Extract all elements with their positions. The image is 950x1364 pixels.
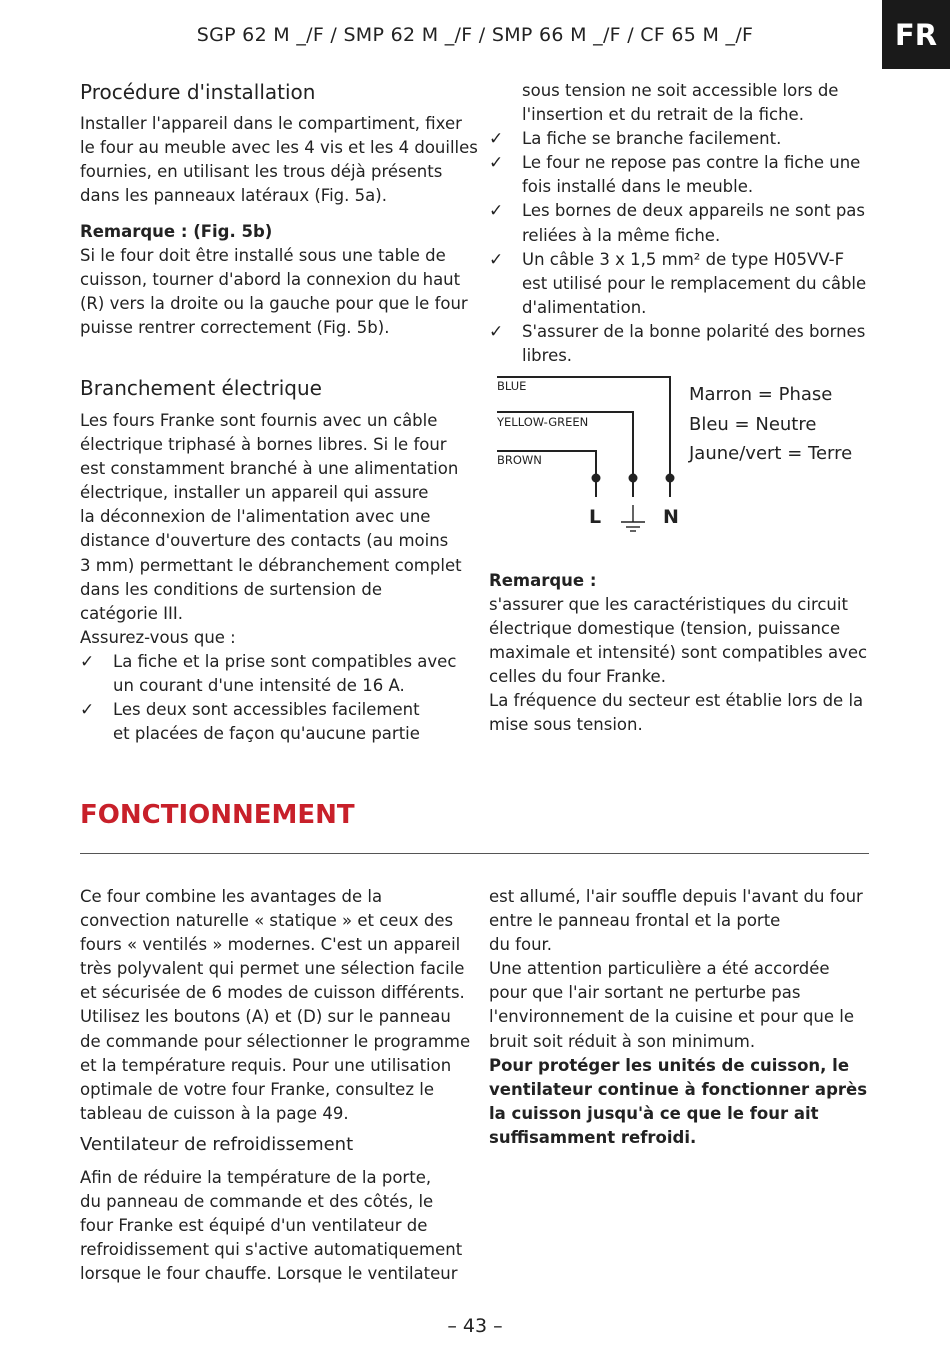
checklist-item bbox=[489, 248, 889, 320]
check-icon: ✓ bbox=[489, 249, 504, 270]
text-line: la déconnexion de l'alimentation avec une bbox=[80, 507, 431, 527]
text-line: Une attention particulière a été accordée bbox=[489, 959, 830, 979]
text-line: Installer l'appareil dans le compartiment, fixer bbox=[80, 114, 462, 133]
text-line: fois installé dans le meuble. bbox=[522, 177, 754, 197]
text-line: bruit soit réduit à son minimum. bbox=[489, 1031, 756, 1051]
check-icon: ✓ bbox=[80, 700, 95, 721]
legend-earth: Jaune/vert = Terre bbox=[689, 443, 853, 464]
text-line: S'assurer de la bonne polarité des bornes bbox=[522, 321, 866, 341]
text-line: s'assurer que les caractéristiques du circuit bbox=[489, 595, 848, 614]
text-line: fours « ventilés » modernes. C'est un appareil bbox=[80, 935, 461, 955]
wire-label-yellow-green: YELLOW-GREEN bbox=[497, 415, 589, 429]
text-line: optimale de votre four Franke, consultez le bbox=[80, 1079, 434, 1099]
text-line: cuisson, tourner d'abord la connexion du haut bbox=[80, 270, 461, 290]
checklist-left bbox=[80, 650, 470, 746]
text-line: convection naturelle « statique » et ceux des bbox=[80, 911, 454, 931]
operation-right bbox=[489, 885, 867, 1150]
terminal-label-l: L bbox=[589, 506, 602, 528]
checklist-item bbox=[489, 127, 889, 151]
fan-heading: Ventilateur de refroidissement bbox=[80, 1134, 354, 1155]
text-line: Les deux sont accessibles facilement bbox=[113, 700, 420, 720]
installation-body bbox=[80, 112, 478, 208]
section-divider bbox=[80, 853, 869, 854]
text-line: distance d'ouverture des contacts (au moins bbox=[80, 531, 449, 551]
text-line: four Franke est équipé d'un ventilateur de bbox=[80, 1216, 428, 1236]
wiring-legend bbox=[689, 380, 852, 469]
text-line: et la température requis. Pour une utilisation bbox=[80, 1055, 452, 1075]
wire-label-blue: BLUE bbox=[497, 379, 527, 393]
text-line: suffisamment refroidi. bbox=[489, 1127, 697, 1147]
text-line: est allumé, l'air souffle depuis l'avant du four bbox=[489, 887, 863, 906]
terminal-dot-earth bbox=[629, 474, 638, 483]
text-line: d'alimentation. bbox=[522, 297, 647, 317]
page-header-models: SGP 62 M _/F / SMP 62 M _/F / SMP 66 M _/F / CF 65 M _/F bbox=[196, 24, 754, 46]
text-line: maximale et intensité) sont compatibles avec bbox=[489, 643, 868, 663]
text-line: reliées à la même fiche. bbox=[522, 225, 721, 245]
text-line: puisse rentrer correctement (Fig. 5b). bbox=[80, 318, 390, 338]
text-line: Si le four doit être installé sous une table de bbox=[80, 246, 446, 265]
text-line: La fiche se branche facilement. bbox=[522, 129, 782, 149]
text-line: pour que l'air sortant ne perturbe pas bbox=[489, 983, 801, 1003]
terminal-dot-blue bbox=[666, 474, 675, 483]
check-icon: ✓ bbox=[489, 321, 504, 342]
text-line: un courant d'une intensité de 16 A. bbox=[113, 676, 405, 696]
text-line: (R) vers la droite ou la gauche pour que le four bbox=[80, 294, 468, 314]
text-line: est constamment branché à une alimentation bbox=[80, 459, 459, 479]
text-line: tableau de cuisson à la page 49. bbox=[80, 1103, 349, 1123]
text-line: du four. bbox=[489, 935, 553, 955]
electrical-heading: Branchement électrique bbox=[80, 376, 322, 400]
checklist-item bbox=[80, 650, 470, 698]
wire-label-brown: BROWN bbox=[497, 453, 542, 467]
remark-body bbox=[489, 593, 867, 738]
checklist-item bbox=[80, 698, 470, 746]
electrical-body bbox=[80, 409, 462, 650]
text-line: La fiche et la prise sont compatibles avec bbox=[113, 652, 457, 671]
checklist-item bbox=[489, 151, 889, 199]
text-line: lorsque le four chauffe. Lorsque le ventilateur bbox=[80, 1264, 458, 1284]
text-line: libres. bbox=[522, 346, 573, 366]
text-line: dans les panneaux latéraux (Fig. 5a). bbox=[80, 186, 387, 206]
text-line: le four au meuble avec les 4 vis et les 4 douilles bbox=[80, 138, 478, 158]
language-badge: FR bbox=[882, 0, 950, 69]
legend-neutral: Bleu = Neutre bbox=[689, 413, 817, 435]
text-line: de commande pour sélectionner le programme bbox=[80, 1031, 471, 1051]
text-line: et sécurisée de 6 modes de cuisson différents. bbox=[80, 983, 465, 1003]
installation-note bbox=[80, 244, 468, 340]
checklist-item bbox=[489, 199, 889, 247]
text-line: Utilisez les boutons (A) et (D) sur le panneau bbox=[80, 1007, 451, 1027]
fan-body bbox=[80, 1166, 462, 1286]
check-icon: ✓ bbox=[489, 129, 504, 150]
text-line: Ce four combine les avantages de la bbox=[80, 887, 383, 906]
page-number: – 43 – bbox=[447, 1315, 503, 1337]
text-line: très polyvalent qui permet une sélection facile bbox=[80, 959, 465, 979]
text-line: Assurez-vous que : bbox=[80, 627, 236, 647]
check-icon: ✓ bbox=[489, 153, 504, 174]
text-line: Afin de réduire la température de la porte, bbox=[80, 1168, 432, 1187]
text-line: Pour protéger les unités de cuisson, le bbox=[489, 1055, 850, 1075]
text-line: est utilisé pour le remplacement du câble bbox=[522, 273, 867, 293]
text-line: Un câble 3 x 1,5 mm² de type H05VV-F bbox=[522, 249, 845, 269]
text-line: celles du four Franke. bbox=[489, 667, 666, 687]
operation-intro bbox=[80, 885, 470, 1126]
section-title-operation: FONCTIONNEMENT bbox=[80, 800, 355, 830]
checklist-item bbox=[489, 320, 889, 368]
text-line: électrique, installer un appareil qui assure bbox=[80, 483, 429, 503]
blue-wire bbox=[497, 377, 670, 497]
text-line: entre le panneau frontal et la porte bbox=[489, 911, 781, 931]
text-line: La fréquence du secteur est établie lors de la bbox=[489, 691, 864, 711]
earth-icon bbox=[621, 505, 645, 531]
text-line: 3 mm) permettant le débranchement complet bbox=[80, 555, 462, 575]
text-line: sous tension ne soit accessible lors de bbox=[522, 81, 839, 100]
text-line: Les fours Franke sont fournis avec un câble bbox=[80, 411, 438, 430]
check-icon: ✓ bbox=[489, 201, 504, 222]
text-line: fournies, en utilisant les trous déjà présents bbox=[80, 162, 443, 182]
text-line: électrique domestique (tension, puissance bbox=[489, 619, 841, 639]
installation-note-title: Remarque : (Fig. 5b) bbox=[80, 222, 273, 241]
text-line: la cuisson jusqu'à ce que le four ait bbox=[489, 1103, 819, 1123]
text-line: électrique triphasé à bornes libres. Si le four bbox=[80, 435, 447, 455]
text-line: l'environnement de la cuisine et pour que le bbox=[489, 1007, 854, 1027]
check-icon: ✓ bbox=[80, 652, 95, 672]
text-line: mise sous tension. bbox=[489, 715, 643, 735]
text-line: ventilateur continue à fonctionner après bbox=[489, 1079, 868, 1099]
text-line: et placées de façon qu'aucune partie bbox=[113, 724, 420, 744]
checklist-right bbox=[489, 79, 889, 368]
terminal-dot-brown bbox=[592, 474, 601, 483]
text-line: l'insertion et du retrait de la fiche. bbox=[522, 105, 804, 125]
text-line: catégorie III. bbox=[80, 603, 183, 623]
terminal-label-n: N bbox=[663, 506, 679, 528]
text-line: du panneau de commande et des côtés, le bbox=[80, 1192, 434, 1212]
continued-text bbox=[489, 79, 889, 127]
installation-heading: Procédure d'installation bbox=[80, 80, 316, 104]
remark-title: Remarque : bbox=[489, 571, 597, 590]
legend-phase: Marron = Phase bbox=[689, 384, 833, 405]
text-line: Les bornes de deux appareils ne sont pas bbox=[522, 201, 866, 221]
text-line: refroidissement qui s'active automatiquement bbox=[80, 1240, 463, 1260]
text-line: dans les conditions de surtension de bbox=[80, 579, 382, 599]
text-line: Le four ne repose pas contre la fiche une bbox=[522, 153, 861, 173]
